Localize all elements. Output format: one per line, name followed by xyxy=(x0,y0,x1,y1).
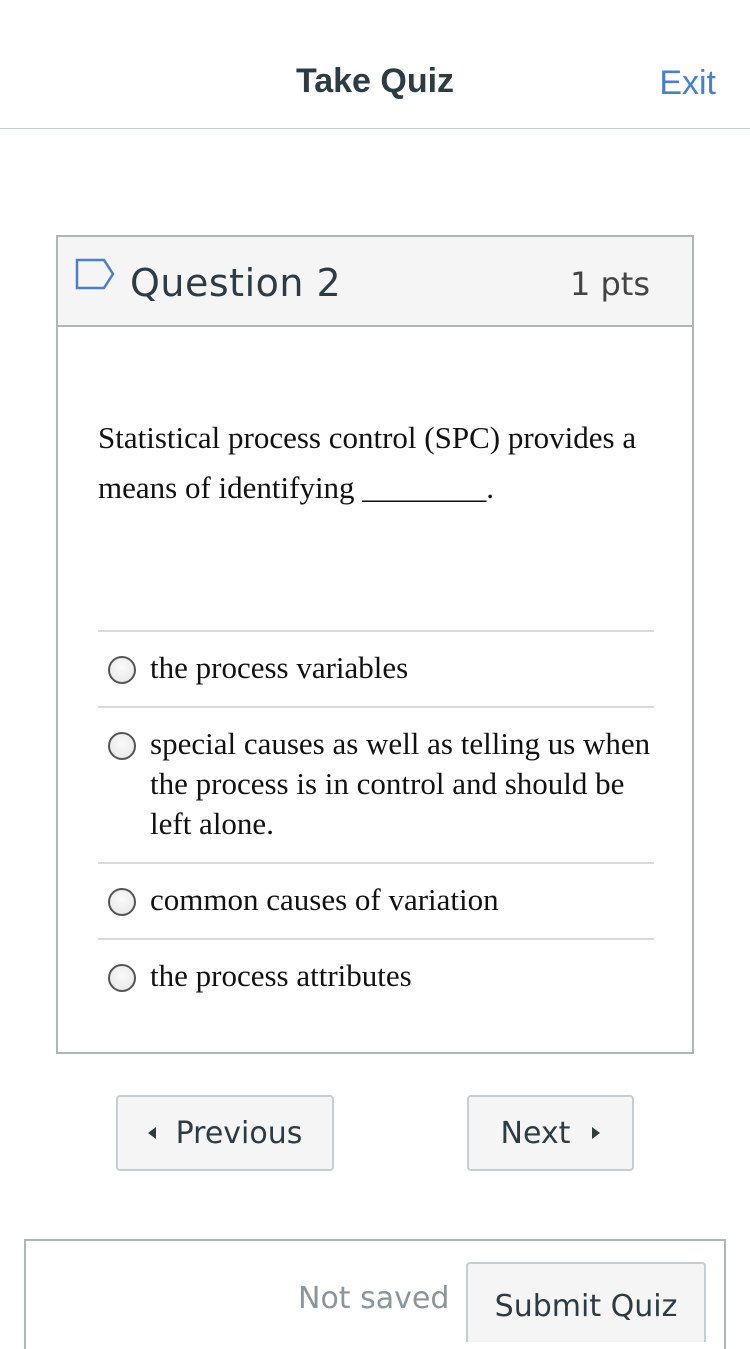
save-status: Not saved xyxy=(298,1281,450,1316)
question-points: 1 pts xyxy=(569,265,650,303)
answer-label: the process variables xyxy=(150,650,409,685)
answer-option[interactable] xyxy=(98,938,654,1014)
next-label: Next xyxy=(500,1115,571,1151)
radio-button[interactable] xyxy=(108,964,136,992)
answer-label: common causes of variation xyxy=(150,882,499,917)
caret-left-icon xyxy=(148,1127,156,1139)
radio-button[interactable] xyxy=(108,888,136,916)
top-bar xyxy=(0,0,750,129)
previous-label: Previous xyxy=(175,1115,303,1151)
answer-option[interactable] xyxy=(98,862,654,938)
answer-list xyxy=(98,630,654,1014)
page-title: Take Quiz xyxy=(295,62,455,100)
answer-option[interactable] xyxy=(98,630,654,706)
submit-quiz-button[interactable]: Submit Quiz xyxy=(466,1262,706,1342)
question-title: Question 2 xyxy=(130,261,342,305)
answer-label: special causes as well as telling us when the process is in control and should be left alone. xyxy=(150,726,651,841)
exit-link[interactable]: Exit xyxy=(659,64,716,102)
radio-button[interactable] xyxy=(108,656,136,684)
question-header xyxy=(58,237,692,327)
question-card xyxy=(56,235,694,1054)
submit-bar xyxy=(24,1239,726,1349)
radio-button[interactable] xyxy=(108,732,136,760)
answer-option[interactable] xyxy=(98,706,654,862)
flag-outline-icon[interactable] xyxy=(74,257,116,291)
next-button[interactable] xyxy=(467,1095,634,1171)
caret-right-icon xyxy=(592,1127,600,1139)
previous-button[interactable] xyxy=(116,1095,334,1171)
answer-label: the process attributes xyxy=(150,958,412,993)
question-text: Statistical process control (SPC) provides a means of identifying ________. xyxy=(98,420,637,505)
